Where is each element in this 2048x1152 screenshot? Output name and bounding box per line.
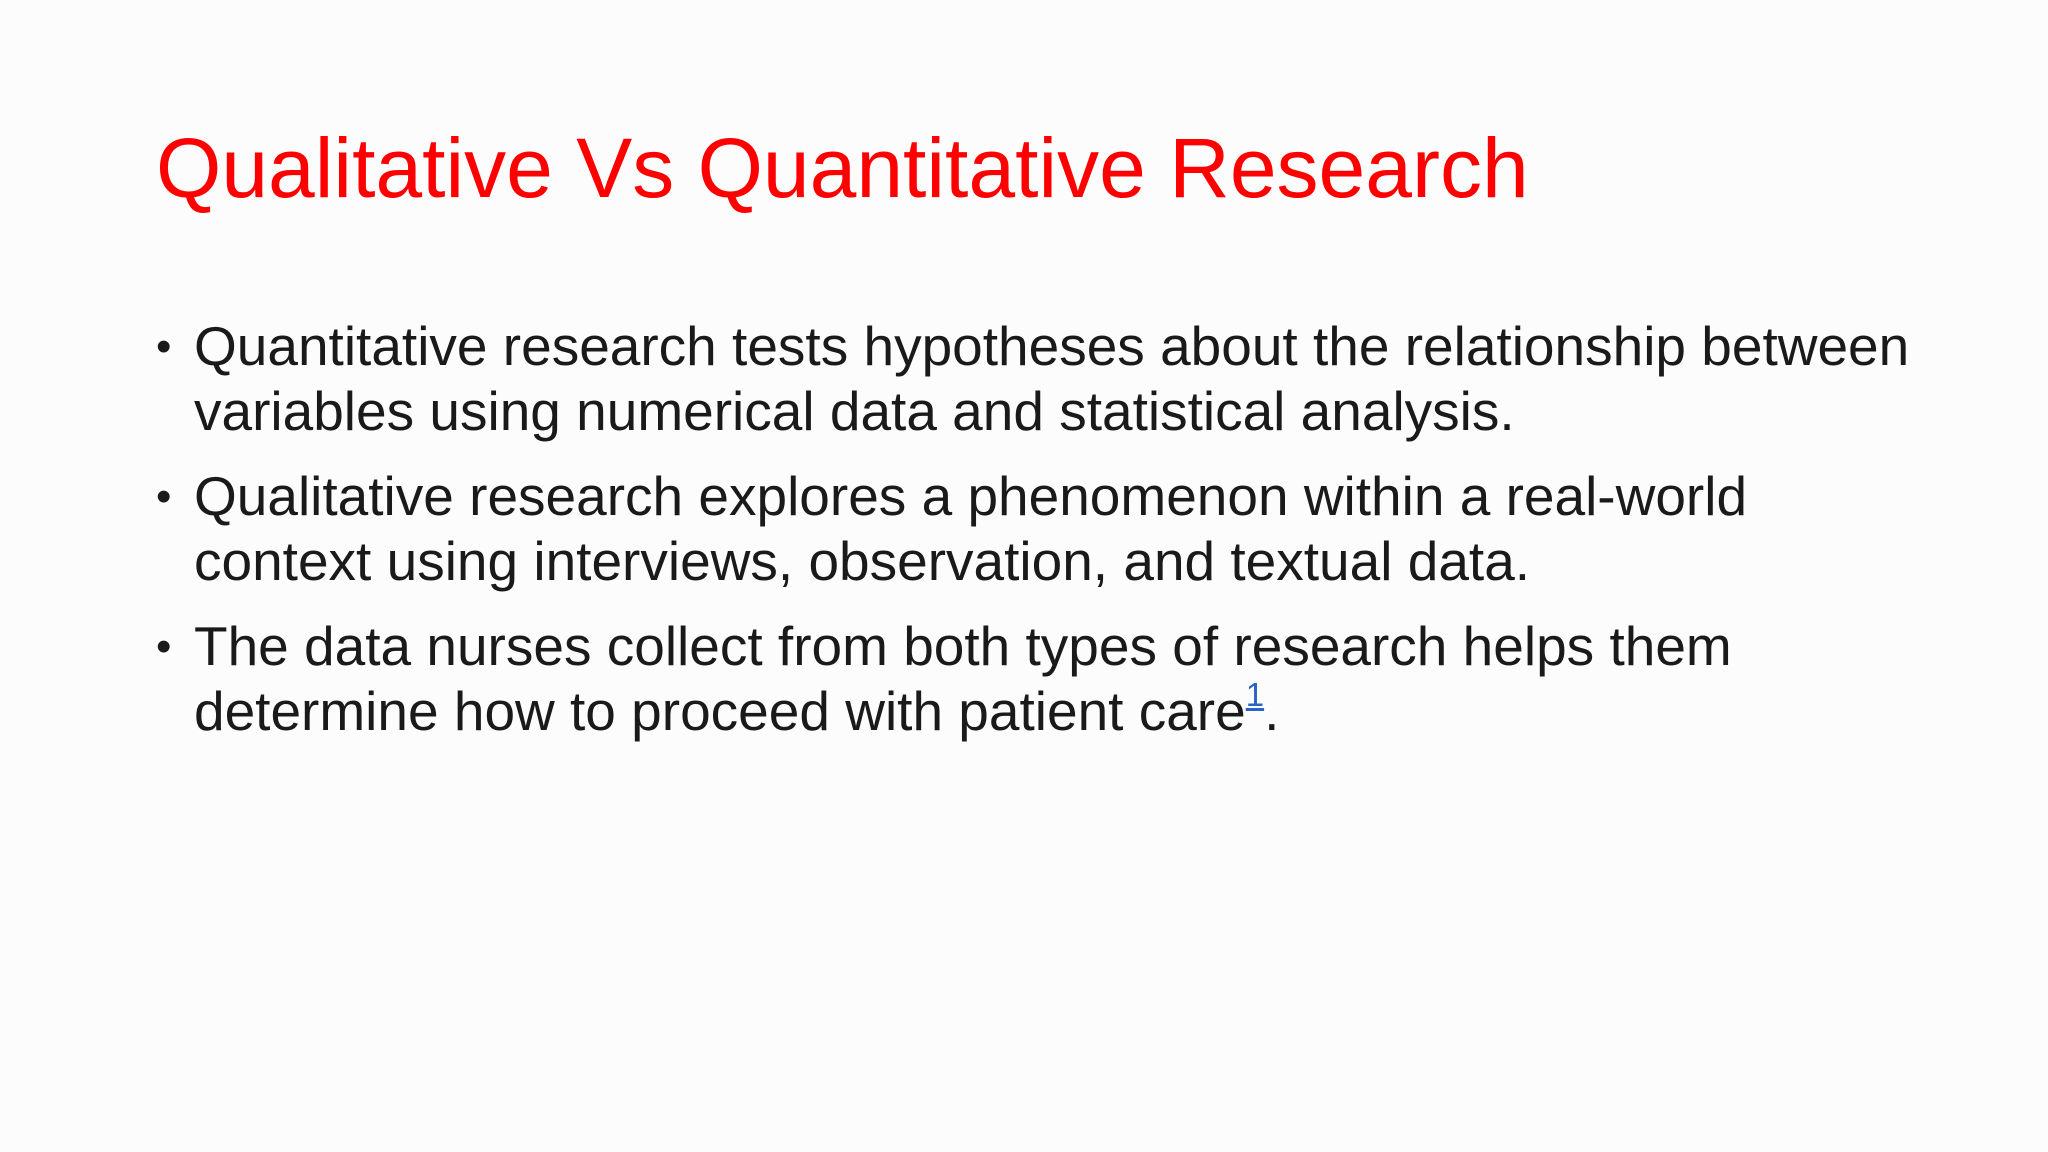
bullet-text: Qualitative research explores a phenomenon within a real-world context using interviews, observation, and textual data. xyxy=(194,465,1748,592)
bullet-suffix: . xyxy=(1264,680,1280,742)
bullet-dot-icon: • xyxy=(156,472,172,521)
bullet-dot-icon: • xyxy=(156,622,172,671)
bullet-text: The data nurses collect from both types of research helps them determine how to proceed with patient care xyxy=(194,615,1732,742)
bullet-item-nursing-data xyxy=(156,614,1916,744)
bullet-text: Quantitative research tests hypotheses about the relationship between variables using numerical data and statistical analysis. xyxy=(194,315,1910,442)
bullet-item-qualitative xyxy=(156,464,1916,594)
bullet-list xyxy=(156,314,1916,764)
bullet-item-quantitative xyxy=(156,314,1916,444)
bullet-dot-icon: • xyxy=(156,322,172,371)
slide-title: Qualitative Vs Quantitative Research xyxy=(156,121,1529,215)
footnote-link[interactable]: 1 xyxy=(1245,676,1265,713)
